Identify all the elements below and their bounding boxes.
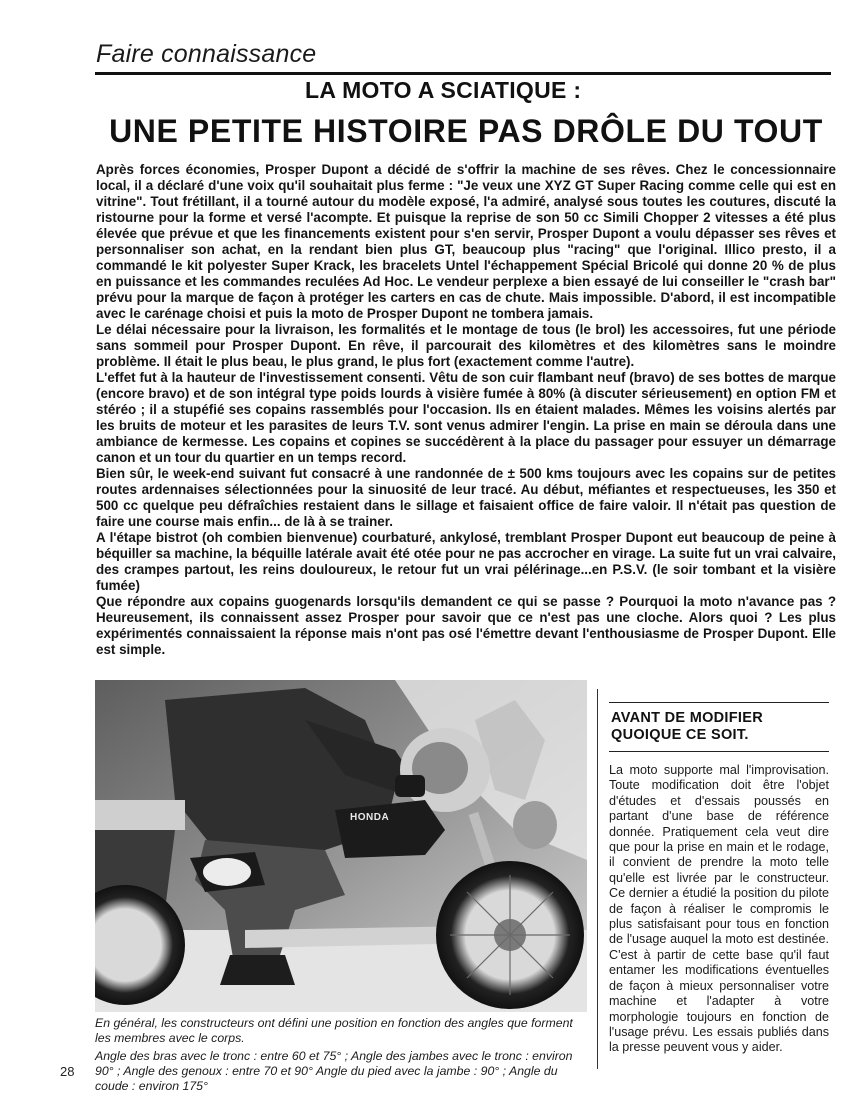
article-paragraph: Le délai nécessaire pour la livraison, les formalités et le montage de tous (le brol) les accessoires, fut une période sans sommeil pour Prosper Dupont. En rêve, il parcourait des kilomètres et des kilomètres sans le moindre problème. Il était le plus beau, le plus grand, le plus fort (exactement comme l'autre). — [96, 322, 836, 369]
article-paragraph: Que répondre aux copains guogenards lorsqu'ils demandent ce qui se passe ? Pourquoi la moto n'avance pas ? Heureusement, ils connaissent assez Prosper pour savoir que ce n'est pas une cloche. Alors quoi ? Les plus expérimentés connaissaient la réponse mais n'ont pas osé l'émettre devant l'enthousiasme de Prosper Dupont. Elle est simple. — [96, 594, 836, 657]
motorcycle-rider-illustration — [95, 680, 587, 1012]
sidebar-top-rule — [609, 702, 829, 703]
article-paragraph: A l'étape bistrot (oh combien bienvenue) courbaturé, ankylosé, tremblant Prosper Dupont eut beaucoup de peine à béquiller sa machine, la béquille latérale avait été otée pour ne pas accrocher en virage. La suite fut un vrai calvaire, des crampes partout, les reins douloureux, le retour fut un vrai pélérinage...en P.S.V. (le soir tombant et la visière fumée) — [96, 530, 836, 593]
article-paragraph: L'effet fut à la hauteur de l'investissement consenti. Vêtu de son cuir flambant neuf (bravo) de ses bottes de marque (encore bravo) et de son intégral type poids lourds à visière fumée à 80% (à discuter sérieusement) en option FM et stéréo ; il a stupéfié ses copains rassemblés pour l'occasion. Ils en étaient malades. Mêmes les voisins alertés par les bruits de moteur et les parasites de leurs T.V. sont venus admirer l'engin. La prise en main se déroula dans une ambiance de kermesse. Les copains et copines se succédèrent à la place du passager pour essuyer un démarrage canon et un tour du quartier en un temps record. — [96, 370, 836, 465]
photo-caption — [95, 1016, 587, 1094]
tank-logo: HONDA — [350, 812, 390, 823]
sidebar-text: La moto supporte mal l'improvisation. Toute modification doit être l'objet d'études et d'essais poussés en partant d'une base de référence donnée. Pratiquement cela veut dire que pour la prise en main et le rodage, il convient de prendre la moto telle qu'elle est livrée par le constructeur. Ce dernier a étudié la position du pilote de façon à réaliser le compromis le plus satisfaisant pour tous en fonction de l'usage auquel la moto est destinée. C'est à partir de cette base qu'il faut entamer les modifications éventuelles de façon à mieux personnaliser votre machine et l'adapter à votre morphologie toujours en fonction de l'usage prévu. Les essais publiés dans la presse peuvent vous y aider. — [609, 763, 829, 1055]
caption-angles: Angle des bras avec le tronc : entre 60 et 75° ; Angle des jambes avec le tronc : environ 90° ; Angle des genoux : entre 70 et 90° Angle du pied avec la jambe : 90° ; Angle du coude : environ 175° — [95, 1049, 573, 1093]
article-paragraph: Bien sûr, le week-end suivant fut consacré à une randonnée de ± 500 kms toujours avec les copains sur de petites routes ardennaises sélectionnées pour la sinuosité de leur tracé. Au début, méfiantes et respectueuses, les 350 et 500 cc quelque peu défraîchies restaient dans le sillage et faisaient office de faire valoir. Il n'était pas question de faire une course mais enfin... de là à se trainer. — [96, 466, 836, 529]
section-title: Faire connaissance — [96, 40, 317, 68]
page-number: 28 — [60, 1064, 75, 1079]
caption-line: En général, les constructeurs ont défini une position en fonction des angles que forment les membres avec le corps. — [95, 1016, 573, 1045]
motorcycle-photo — [95, 680, 587, 1012]
header-rule — [95, 72, 831, 75]
sidebar-divider — [597, 689, 598, 1069]
article-body — [96, 162, 836, 658]
article-kicker: LA MOTO A SCIATIQUE : — [305, 77, 582, 103]
article-paragraph: Après forces économies, Prosper Dupont a décidé de s'offrir la machine de ses rêves. Chez le concessionnaire local, il a déclaré d'une voix qu'il souhaitait plus ferme : "Je veux une XYZ GT Super Racing comme celle qui est en vitrine". Tout frétillant, il a tourné autour du modèle exposé, l'a admiré, analysé sous toutes les coutures, discuté la ristourne pour la forme et versé l'acompte. Et puisque la reprise de son 50 cc Simili Chopper 2 vitesses a été plus élevée que prévue et que les financements existent pour s'en servir, Prosper Dupont a voulu dépasser ses rêves et personnaliser son achat, en la rendant bien plus GT, beaucoup plus "racing" que l'original. Illico presto, il a commandé le kit polyester Super Krack, les bracelets Untel l'échappement Spécial Bricolé qui donne 20 % de plus en puissance et les commandes reculées Ad Hoc. Le vendeur perplexe a bien essayé de lui conseiller le "crash bar" prévu pour la marque de façon à protéger les carters en cas de chute. Mais impossible. D'abord, il est incompatible avec le carénage choisi et puis la moto de Prosper Dupont ne tombera jamais. — [96, 162, 836, 321]
article-headline: UNE PETITE HISTOIRE PAS DRÔLE DU TOUT — [109, 113, 823, 149]
sidebar-title: AVANT DE MODIFIER QUOIQUE CE SOIT. — [611, 710, 763, 743]
sidebar-title-rule — [609, 751, 829, 752]
